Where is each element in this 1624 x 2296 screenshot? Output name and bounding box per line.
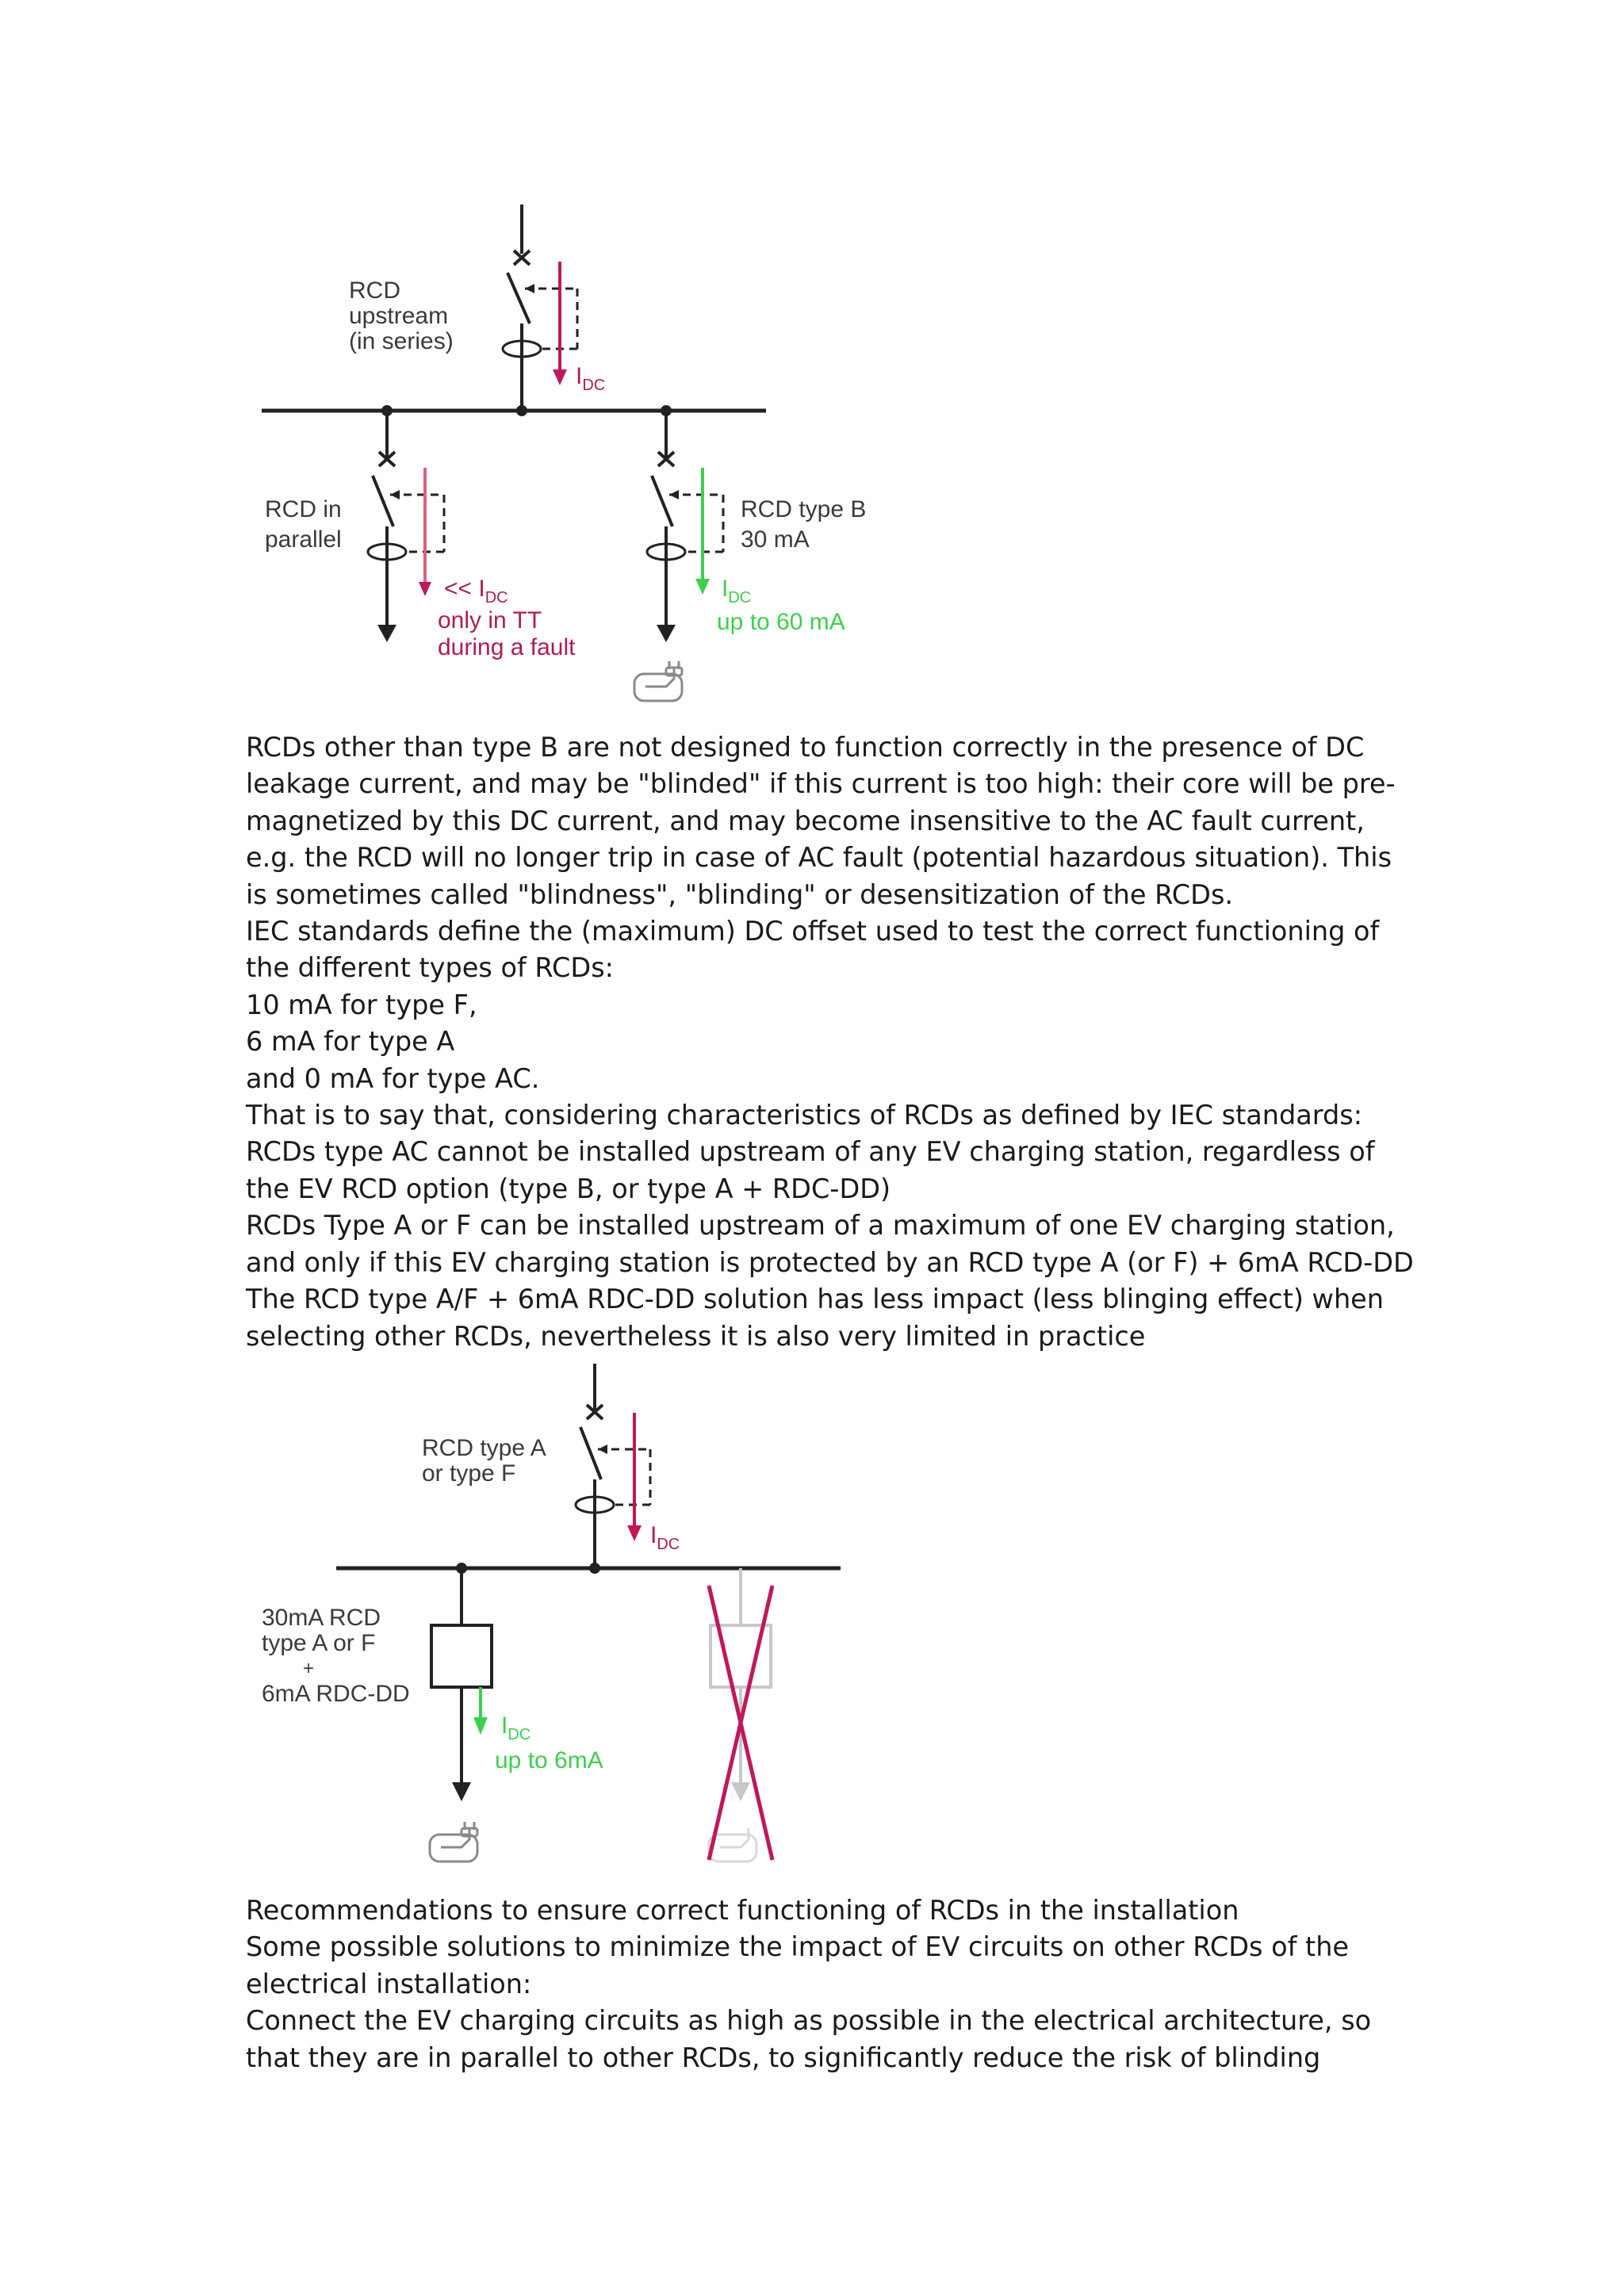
paragraph: RCDs type AC cannot be installed upstream of any EV charging station, regardless of the EV RCD option (type B, or type A + RDC-DD) [246,1136,1384,1204]
d2-left-label-line2: type A or F [262,1630,376,1656]
d2-upstream-idc-label: $I_{DC}$ [650,1522,680,1553]
d2-left-label-line4: 6mA RDC-DD [262,1681,410,1707]
typeb-label-line2: 30 mA [741,526,810,553]
text-block-1 [246,729,1419,1355]
d2-upstream-breaker [576,1364,614,1568]
upstream-breaker [503,205,541,411]
paragraph: RCDs other than type B are not designed to function correctly in the presence of DC leakage current, and may be "blinded" if this current is too high: their core will be pre-magnetized by this DC current, and may become insensitive to the AC fault current, e.g. the RCD will no longer trip in case of AC fault (potential hazardous situation). This is sometimes called "blindness", "blinding" or desensitization of the RCDs. [246,732,1400,910]
parallel-outgoing-arrow [377,625,396,642]
parallel-label-line1: RCD in [265,496,342,522]
d2-upstream-label-line1: RCD type A [422,1435,546,1461]
upstream-dc-arrow [553,262,567,385]
paragraph: Recommendations to ensure correct functioning of RCDs in the installation [246,1895,1239,1926]
busbar-2 [336,1563,841,1574]
paragraph: That is to say that, considering characteristics of RCDs as defined by IEC standards: [246,1100,1362,1131]
paragraph: The RCD type A/F + 6mA RDC-DD solution has less impact (less blinging effect) when selecting other RCDs, nevertheless it is also very limited in practice [246,1284,1392,1352]
diagram-rcd-type-a-f [238,1356,872,1887]
paragraph: Some possible solutions to minimize the impact of EV circuits on other RCDs of the electrical installation: [246,1931,1358,1999]
d2-left-idc-label: $I_{DC}$ [501,1712,531,1743]
ev-plug-icon [430,1822,477,1862]
paragraph: RCDs Type A or F can be installed upstream of a maximum of one EV charging station, and only if this EV charging station is protected by an RCD type A (or F) + 6mA RCD-DD [246,1210,1414,1278]
parallel-label-line2: parallel [265,526,342,553]
typeb-outgoing-arrow [657,625,676,642]
upstream-label-line1: RCD [349,277,400,304]
paragraph: and 0 mA for type AC. [246,1062,540,1094]
parallel-breaker [368,411,406,626]
d2-left-label-line3: + [303,1658,315,1679]
paragraph: IEC standards define the (maximum) DC offset used to test the correct functioning of the different types of RCDs: [246,916,1388,984]
d2-left-branch [431,1568,492,1784]
typeb-note: up to 60 mA [717,609,845,635]
parallel-idc-label: << $I_{DC}$ [444,576,508,607]
d2-left-label-line1: 30mA RCD [262,1605,381,1631]
text-block-2 [246,1892,1419,2076]
paragraph: Connect the EV charging circuits as high as possible in the electrical architecture, so that they are in parallel to other RCDs, to significantly reduce the risk of blinding [246,2005,1380,2073]
busbar-1 [262,405,766,416]
typeb-dc-arrow [695,468,710,595]
parallel-note-line2: during a fault [438,634,576,660]
d2-upstream-trip-link [598,1449,650,1505]
d2-upstream-label-line2: or type F [422,1460,516,1487]
paragraph: 6 mA for type A [246,1026,455,1058]
diagram-rcd-series-parallel [238,190,920,729]
parallel-trip-link [390,495,444,552]
upstream-trip-link [525,289,577,349]
paragraph: 10 mA for type F, [246,989,477,1020]
ev-plug-icon [634,661,682,701]
d2-right-disabled-branch [710,1568,771,1784]
upstream-label-line3: (in series) [349,328,454,354]
d2-left-outgoing-arrow [452,1782,471,1801]
parallel-dc-arrow [419,468,431,596]
upstream-label-line2: upstream [349,303,449,329]
d2-upstream-dc-arrow [627,1413,642,1541]
d2-left-note: up to 6mA [495,1747,603,1774]
typeb-label-line1: RCD type B [741,496,867,522]
typeb-idc-label: $I_{DC}$ [722,576,752,607]
parallel-note-line1: only in TT [438,607,542,633]
typeb-breaker [647,411,685,626]
typeb-trip-link [669,495,723,552]
d2-left-dc-arrow [473,1687,488,1735]
upstream-idc-label: $I_{DC}$ [576,363,606,394]
